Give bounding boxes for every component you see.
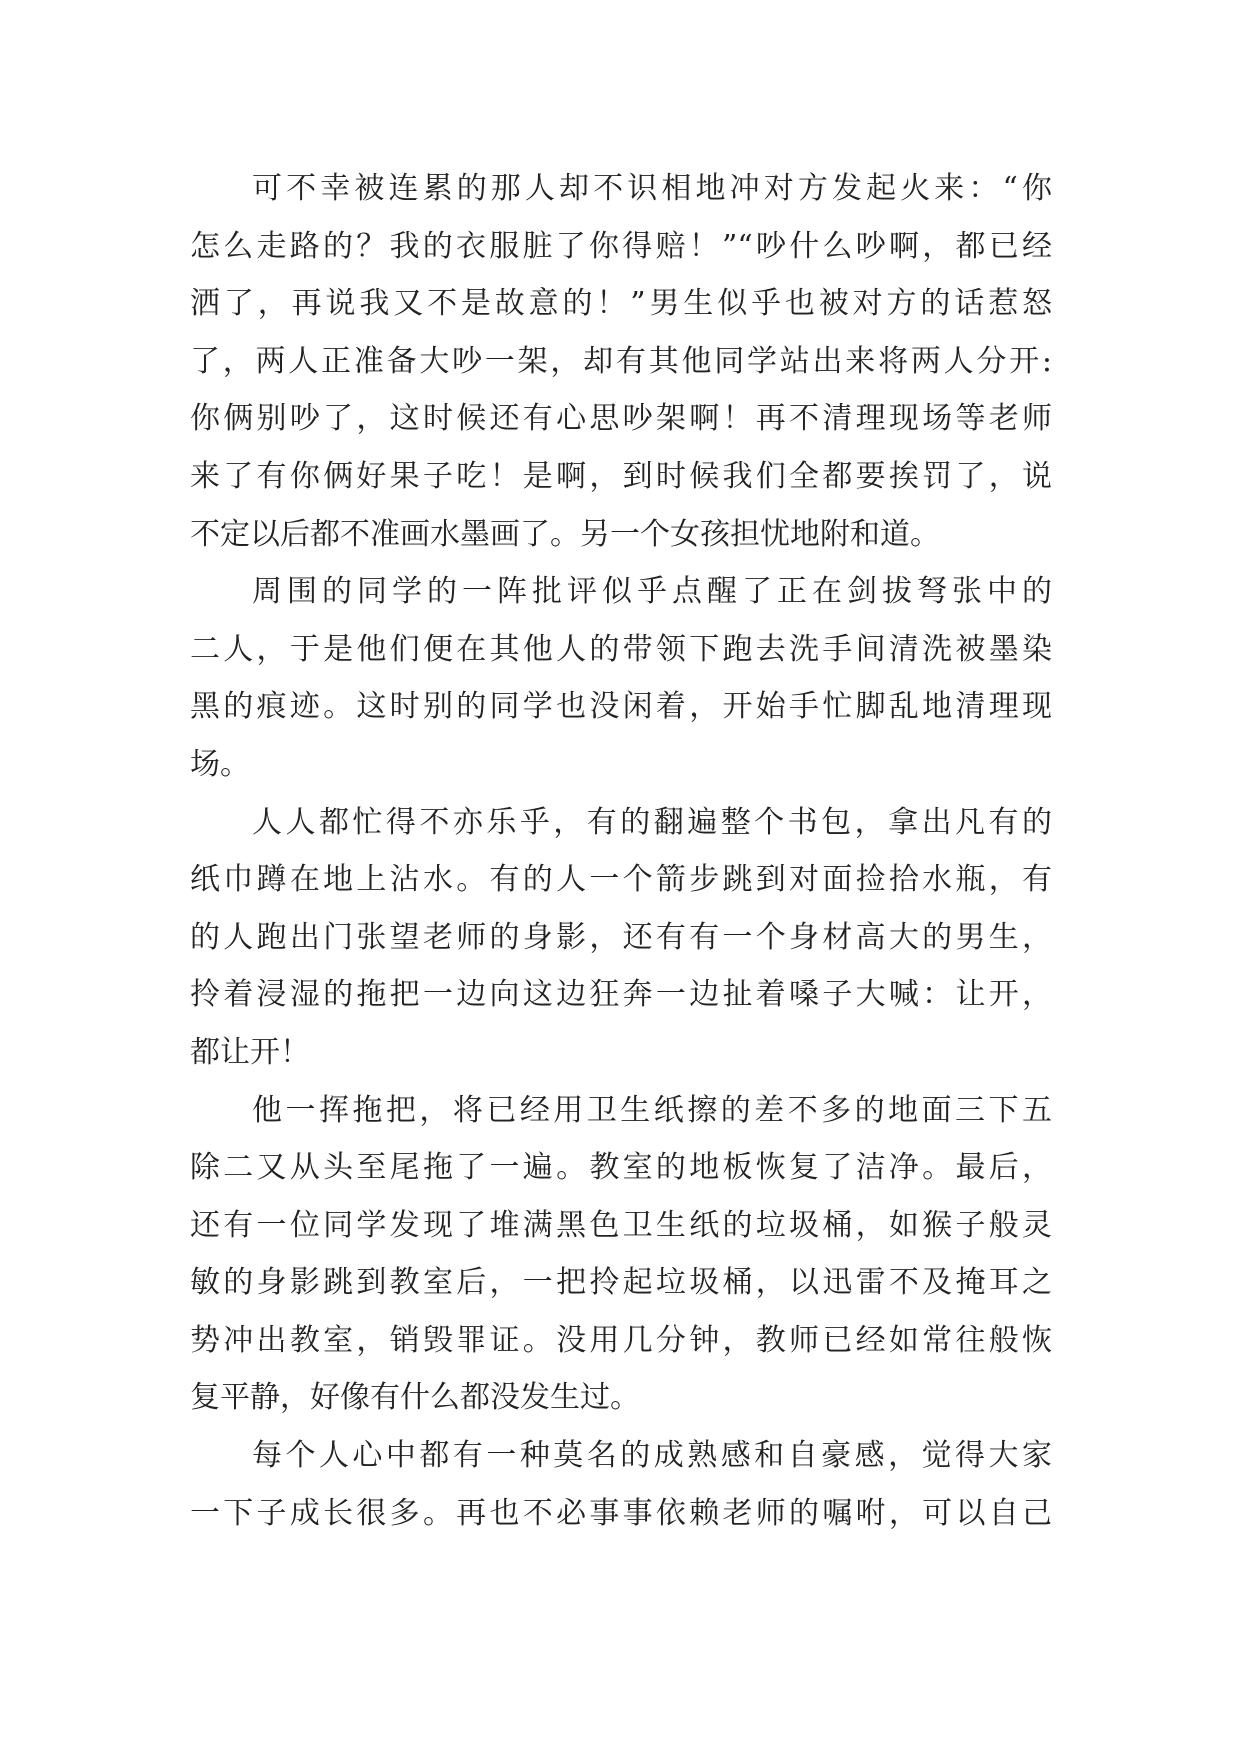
paragraph-5 bbox=[190, 1427, 1052, 1542]
text-line: 他一挥拖把，将已经用卫生纸擦的差不多的地面三下五 bbox=[252, 1092, 1052, 1128]
text-line: 来了有你俩好果子吃！是啊，到时候我们全都要挨罚了，说 bbox=[190, 458, 1052, 494]
text-line: 黑的痕迹。这时别的同学也没闲着，开始手忙脚乱地清理现 bbox=[190, 689, 1052, 725]
text-line: 纸巾蹲在地上沾水。有的人一个箭步跳到对面捡拾水瓶，有 bbox=[190, 862, 1052, 898]
text-line: 怎么走路的？我的衣服脏了你得赔！”“吵什么吵啊，都已经 bbox=[190, 228, 1052, 264]
paragraph-4 bbox=[190, 1082, 1052, 1428]
text-line: 复平静，好像有什么都没发生过。 bbox=[190, 1380, 640, 1416]
text-line: 二人，于是他们便在其他人的带领下跑去洗手间清洗被墨染 bbox=[190, 631, 1052, 667]
text-line: 拎着浸湿的拖把一边向这边狂奔一边扯着嗓子大喊：让开， bbox=[190, 977, 1052, 1013]
text-line: 敏的身影跳到教室后，一把拎起垃圾桶，以迅雷不及掩耳之 bbox=[190, 1265, 1052, 1301]
paragraph-2 bbox=[190, 563, 1052, 793]
text-line: 不定以后都不准画水墨画了。另一个女孩担忧地附和道。 bbox=[190, 516, 940, 552]
text-line: 你俩别吵了，这时候还有心思吵架啊！再不清理现场等老师 bbox=[190, 401, 1052, 437]
text-line: 还有一位同学发现了堆满黑色卫生纸的垃圾桶，如猴子般灵 bbox=[190, 1207, 1052, 1243]
paragraph-3 bbox=[190, 794, 1052, 1082]
text-line: 人人都忙得不亦乐乎，有的翻遍整个书包，拿出凡有的 bbox=[252, 804, 1052, 840]
text-line: 一下子成长很多。再也不必事事依赖老师的嘱咐，可以自己 bbox=[190, 1495, 1052, 1531]
text-line: 可不幸被连累的那人却不识相地冲对方发起火来：“你 bbox=[252, 171, 1052, 206]
text-line: 洒了，再说我又不是故意的！”男生似乎也被对方的话惹怒 bbox=[190, 286, 1052, 322]
text-line: 的人跑出门张望老师的身影，还有有一个身材高大的男生， bbox=[190, 919, 1052, 955]
text-line: 每个人心中都有一种莫名的成熟感和自豪感，觉得大家 bbox=[252, 1438, 1052, 1474]
text-line: 都让开！ bbox=[190, 1034, 310, 1070]
text-line: 周围的同学的一阵批评似乎点醒了正在剑拔弩张中的 bbox=[252, 574, 1052, 610]
paragraph-1 bbox=[190, 160, 1052, 563]
text-line: 了，两人正准备大吵一架，却有其他同学站出来将两人分开: bbox=[190, 343, 1052, 379]
text-line: 场。 bbox=[190, 746, 250, 782]
text-line: 势冲出教室，销毁罪证。没用几分钟，教师已经如常往般恢 bbox=[190, 1322, 1052, 1358]
document-page bbox=[190, 160, 1052, 1542]
text-line: 除二又从头至尾拖了一遍。教室的地板恢复了洁净。最后， bbox=[190, 1150, 1052, 1186]
